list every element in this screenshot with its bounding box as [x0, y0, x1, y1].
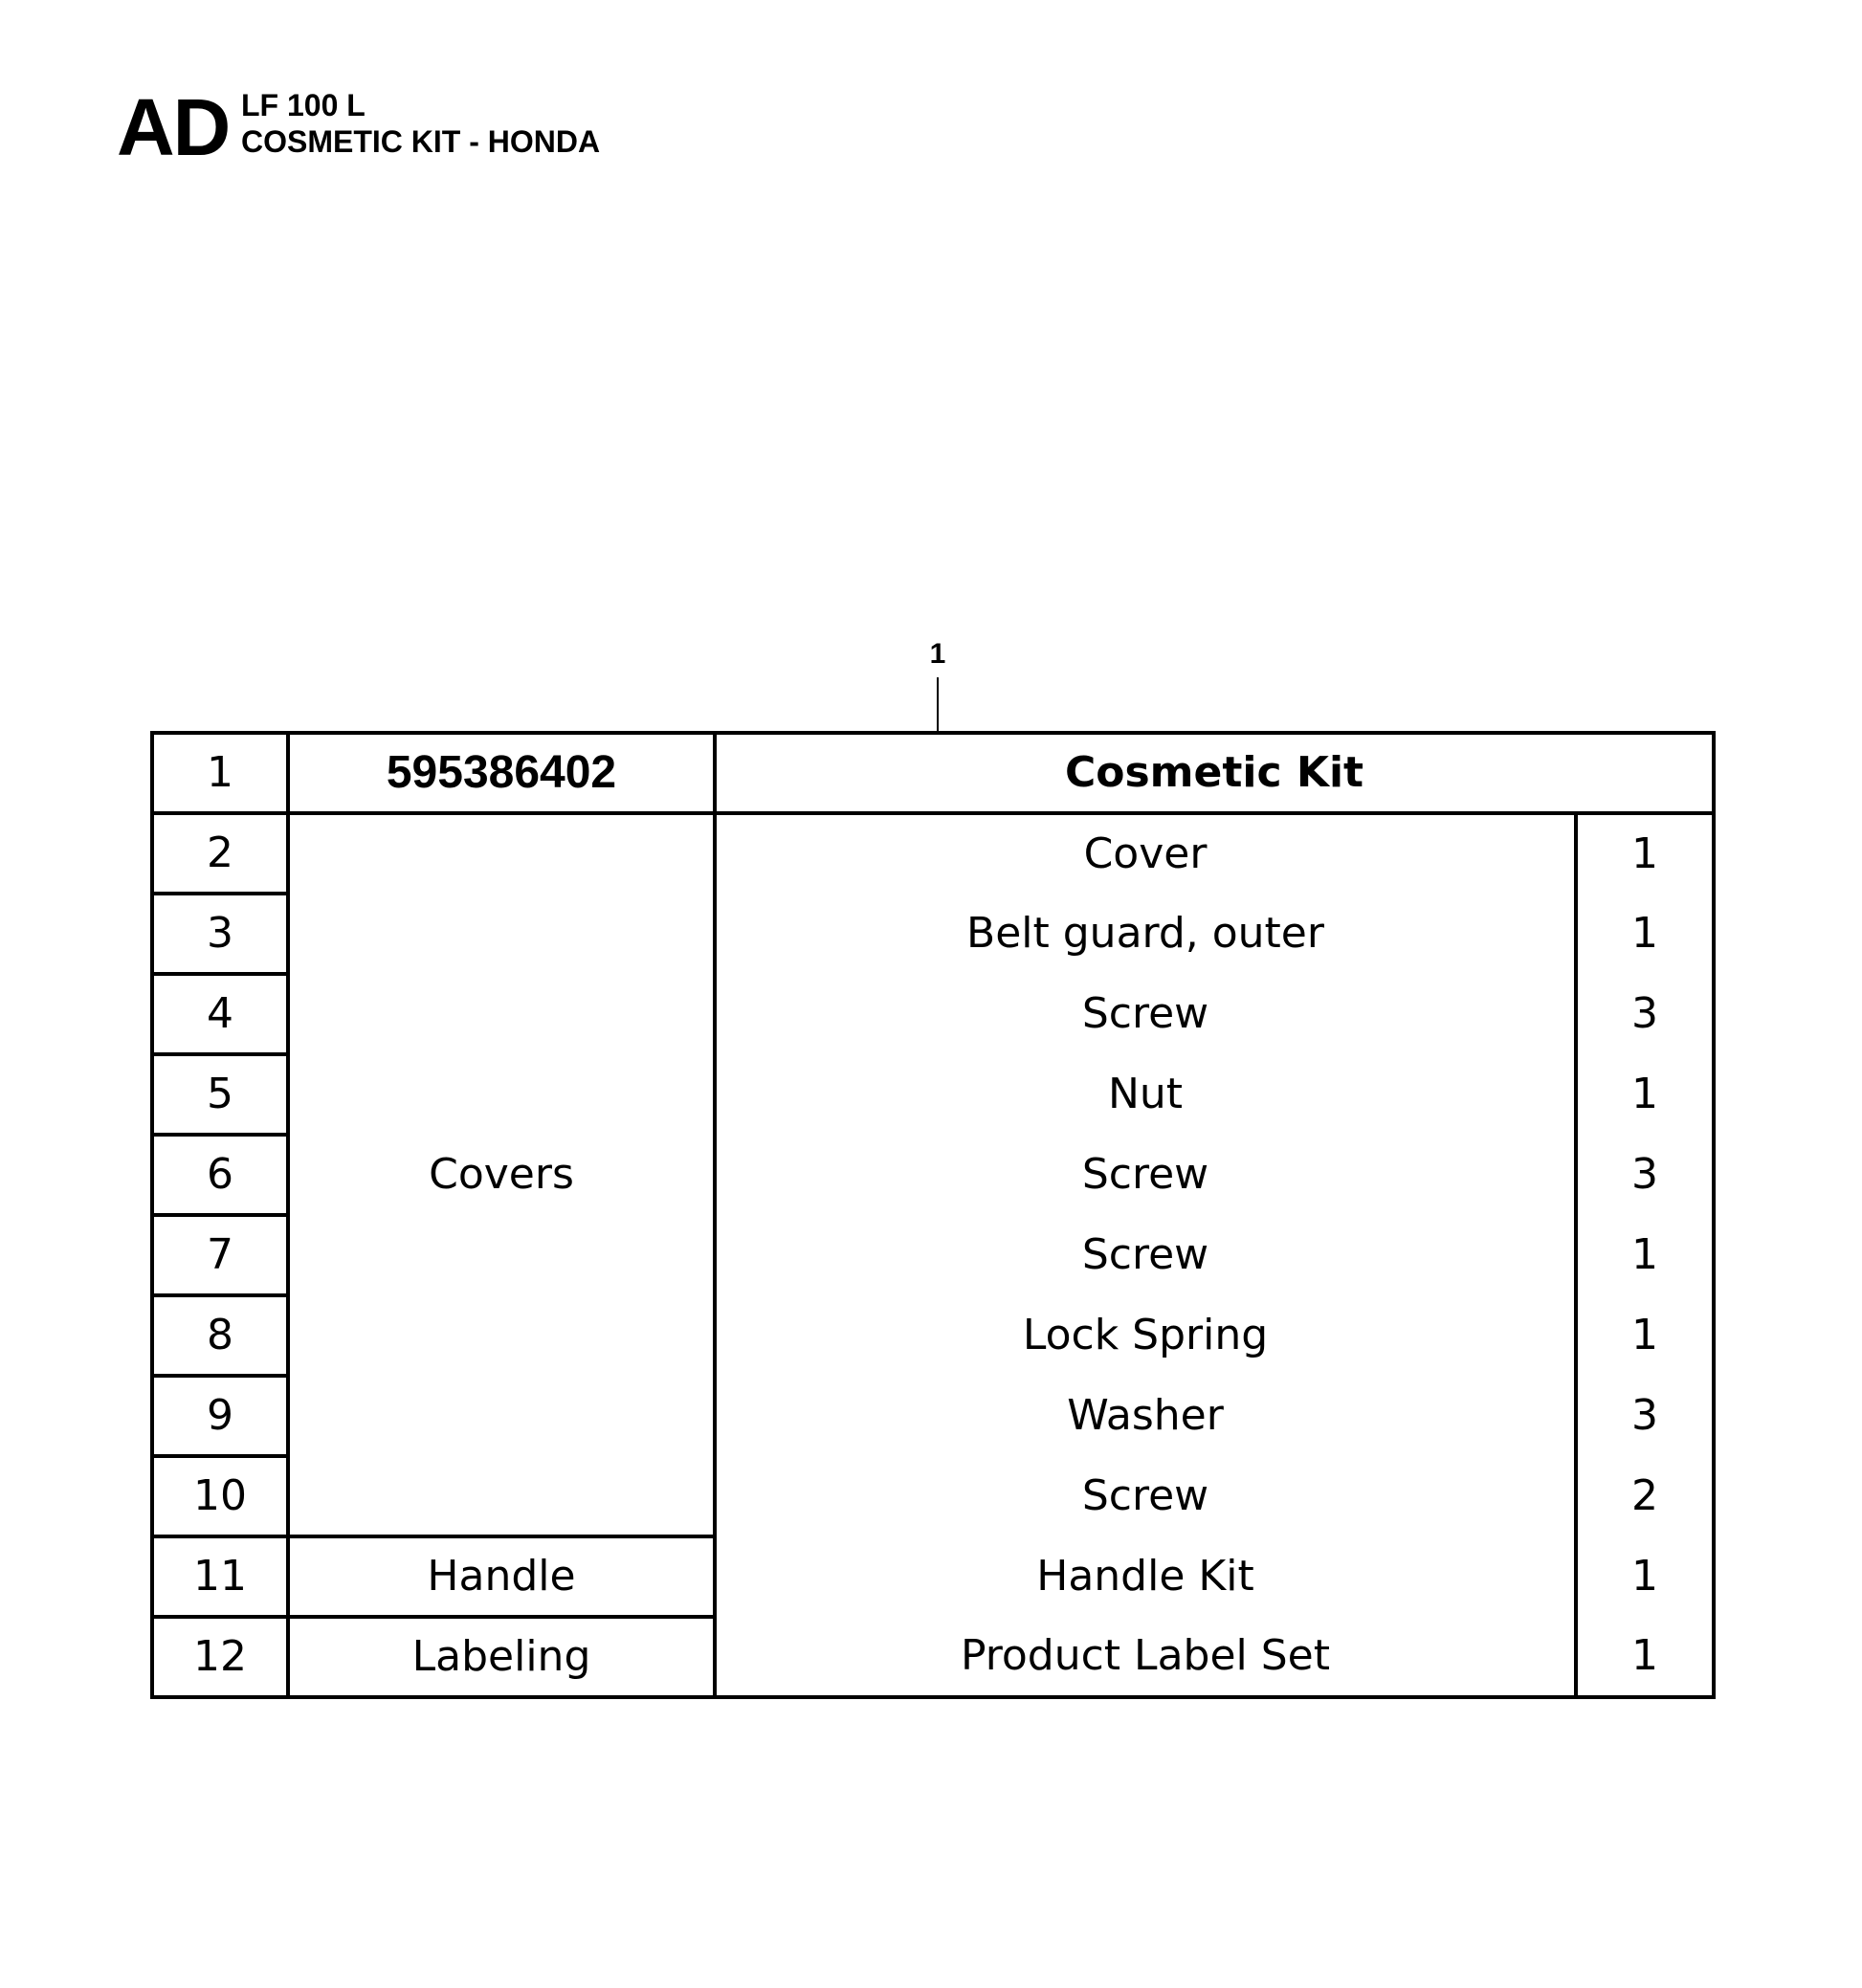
quantity-cell: 1 — [1576, 1215, 1714, 1295]
item-number-cell: 8 — [152, 1295, 288, 1376]
group-handle-cell: Handle — [288, 1536, 715, 1617]
group-covers-cell: Covers — [288, 813, 715, 1536]
item-number-cell: 12 — [152, 1617, 288, 1697]
description-cell: Screw — [715, 1215, 1576, 1295]
description-cell: Washer — [715, 1376, 1576, 1456]
table-row — [152, 813, 1714, 894]
item-number-cell: 3 — [152, 894, 288, 974]
item-number-cell: 2 — [152, 813, 288, 894]
item-number-cell: 9 — [152, 1376, 288, 1456]
section-code: AD — [117, 82, 230, 172]
description-cell: Nut — [715, 1054, 1576, 1135]
quantity-cell: 1 — [1576, 813, 1714, 894]
description-cell: Product Label Set — [715, 1617, 1576, 1697]
description-cell: Handle Kit — [715, 1536, 1576, 1617]
table-row-kit — [152, 733, 1714, 813]
table-row — [152, 1617, 1714, 1697]
item-number-cell: 4 — [152, 974, 288, 1054]
quantity-cell: 3 — [1576, 974, 1714, 1054]
description-cell: Screw — [715, 1135, 1576, 1215]
model-name: LF 100 L — [241, 88, 366, 122]
description-cell: Belt guard, outer — [715, 894, 1576, 974]
quantity-cell: 3 — [1576, 1376, 1714, 1456]
callout-number: 1 — [929, 638, 946, 670]
quantity-cell: 1 — [1576, 1617, 1714, 1697]
item-number-cell: 11 — [152, 1536, 288, 1617]
item-number-cell: 5 — [152, 1054, 288, 1135]
part-number-cell: 595386402 — [288, 733, 715, 813]
description-cell: Screw — [715, 1456, 1576, 1536]
quantity-cell: 1 — [1576, 1536, 1714, 1617]
kit-name-cell: Cosmetic Kit — [715, 733, 1714, 813]
description-cell: Lock Spring — [715, 1295, 1576, 1376]
item-number-cell: 7 — [152, 1215, 288, 1295]
parts-table — [150, 731, 1716, 1699]
page-subtitle: COSMETIC KIT - HONDA — [241, 124, 601, 159]
quantity-cell: 2 — [1576, 1456, 1714, 1536]
table-row — [152, 1536, 1714, 1617]
quantity-cell: 1 — [1576, 1054, 1714, 1135]
description-cell: Cover — [715, 813, 1576, 894]
description-cell: Screw — [715, 974, 1576, 1054]
callout-leader-line — [937, 677, 939, 732]
quantity-cell: 1 — [1576, 894, 1714, 974]
quantity-cell: 3 — [1576, 1135, 1714, 1215]
item-number-cell: 1 — [152, 733, 288, 813]
group-labeling-cell: Labeling — [288, 1617, 715, 1697]
item-number-cell: 6 — [152, 1135, 288, 1215]
quantity-cell: 1 — [1576, 1295, 1714, 1376]
item-number-cell: 10 — [152, 1456, 288, 1536]
